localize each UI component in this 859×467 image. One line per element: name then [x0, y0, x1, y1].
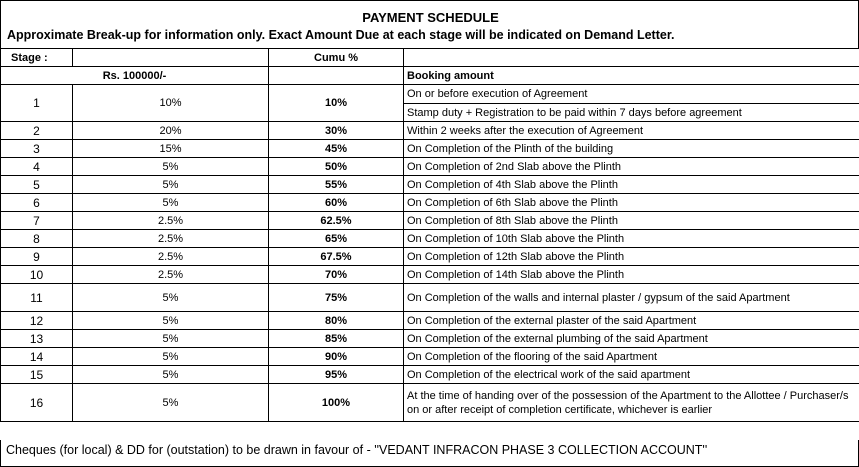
stage-percent: 5%	[73, 158, 269, 176]
table-row	[1, 366, 859, 384]
stage-percent: 5%	[73, 176, 269, 194]
booking-amount-label: Booking amount	[404, 67, 859, 85]
amount-cell: Rs. 100000/-	[1, 67, 269, 85]
stage-description: On Completion of 12th Slab above the Plinth	[404, 248, 859, 266]
table-row	[1, 330, 859, 348]
table-header-row	[1, 49, 859, 67]
stage-description: Within 2 weeks after the execution of Agreement	[404, 122, 859, 140]
stage-cumulative: 85%	[269, 330, 404, 348]
booking-row	[1, 67, 859, 85]
stage-number: 10	[1, 266, 73, 284]
blank-header	[73, 49, 269, 67]
table-row	[1, 158, 859, 176]
stage-number: 9	[1, 248, 73, 266]
stage-description: On Completion of the electrical work of the said apartment	[404, 366, 859, 384]
stage-number: 11	[1, 284, 73, 312]
stage-percent: 5%	[73, 284, 269, 312]
stage-description: On or before execution of Agreement	[404, 85, 859, 104]
stage-percent: 5%	[73, 384, 269, 422]
stage-number: 7	[1, 212, 73, 230]
stage-number: 15	[1, 366, 73, 384]
stage-percent: 5%	[73, 366, 269, 384]
stage-percent: 2.5%	[73, 212, 269, 230]
stage-percent: 5%	[73, 348, 269, 366]
stage-number: 13	[1, 330, 73, 348]
schedule-header	[0, 0, 859, 48]
stage-number: 12	[1, 312, 73, 330]
stage-cumulative: 62.5%	[269, 212, 404, 230]
stage-description: On Completion of 2nd Slab above the Plinth	[404, 158, 859, 176]
table-row	[1, 122, 859, 140]
table-row	[1, 384, 859, 422]
stage-description-note: Stamp duty + Registration to be paid within 7 days before agreement	[404, 104, 859, 122]
stage-number: 2	[1, 122, 73, 140]
stage-number: 6	[1, 194, 73, 212]
stage-percent: 20%	[73, 122, 269, 140]
stage-description: On Completion of 6th Slab above the Plinth	[404, 194, 859, 212]
stage-cumulative: 60%	[269, 194, 404, 212]
stage-description: On Completion of 14th Slab above the Plinth	[404, 266, 859, 284]
stage-percent: 15%	[73, 140, 269, 158]
stage-cumulative: 80%	[269, 312, 404, 330]
stage-percent: 2.5%	[73, 248, 269, 266]
table-row	[1, 212, 859, 230]
stage-description: On Completion of the Plinth of the building	[404, 140, 859, 158]
stage-cumulative: 10%	[269, 85, 404, 122]
stage-number: 14	[1, 348, 73, 366]
stage-description: On Completion of the external plaster of the said Apartment	[404, 312, 859, 330]
table-row	[1, 176, 859, 194]
stage-cumulative: 70%	[269, 266, 404, 284]
stage-number: 1	[1, 85, 73, 122]
stage-cumulative: 65%	[269, 230, 404, 248]
stage-cumulative: 30%	[269, 122, 404, 140]
table-row	[1, 312, 859, 330]
stage-cumulative: 45%	[269, 140, 404, 158]
table-row	[1, 85, 859, 104]
stage-header: Stage :	[1, 49, 73, 67]
stage-cumulative: 67.5%	[269, 248, 404, 266]
stage-number: 8	[1, 230, 73, 248]
table-row	[1, 284, 859, 312]
stage-cumulative: 100%	[269, 384, 404, 422]
stage-cumulative: 90%	[269, 348, 404, 366]
blank-header-2	[404, 49, 859, 67]
blank-cell	[269, 67, 404, 85]
table-row	[1, 348, 859, 366]
stage-description: On Completion of 8th Slab above the Plinth	[404, 212, 859, 230]
stage-description: On Completion of 10th Slab above the Plinth	[404, 230, 859, 248]
stage-description: On Completion of 4th Slab above the Plinth	[404, 176, 859, 194]
stage-percent: 5%	[73, 312, 269, 330]
stage-number: 3	[1, 140, 73, 158]
stage-description: On Completion of the flooring of the said Apartment	[404, 348, 859, 366]
table-row	[1, 194, 859, 212]
stage-percent: 5%	[73, 330, 269, 348]
stage-description: At the time of handing over of the possession of the Apartment to the Allottee / Purchaser/s on or after receipt of completion certificate, whichever is earlier	[404, 384, 859, 422]
table-row	[1, 248, 859, 266]
stage-percent: 2.5%	[73, 266, 269, 284]
stage-description: On Completion of the external plumbing of the said Apartment	[404, 330, 859, 348]
stage-percent: 5%	[73, 194, 269, 212]
stage-percent: 10%	[73, 85, 269, 122]
schedule-table	[0, 48, 859, 422]
cumu-header: Cumu %	[269, 49, 404, 67]
page-subtitle: Approximate Break-up for information only. Exact Amount Due at each stage will be indicated on Demand Letter.	[7, 28, 675, 42]
stage-cumulative: 50%	[269, 158, 404, 176]
stage-cumulative: 55%	[269, 176, 404, 194]
table-row	[1, 140, 859, 158]
stage-number: 5	[1, 176, 73, 194]
payment-footer-note: Cheques (for local) & DD for (outstation) to be drawn in favour of - ''VEDANT INFRACON PHASE 3 COLLECTION ACCOUNT''	[0, 440, 859, 467]
stage-description: On Completion of the walls and internal plaster / gypsum of the said Apartment	[404, 284, 859, 312]
stage-percent: 2.5%	[73, 230, 269, 248]
stage-number: 16	[1, 384, 73, 422]
page-title: PAYMENT SCHEDULE	[362, 10, 499, 25]
stage-cumulative: 95%	[269, 366, 404, 384]
stage-number: 4	[1, 158, 73, 176]
table-row	[1, 266, 859, 284]
table-row	[1, 230, 859, 248]
stage-cumulative: 75%	[269, 284, 404, 312]
